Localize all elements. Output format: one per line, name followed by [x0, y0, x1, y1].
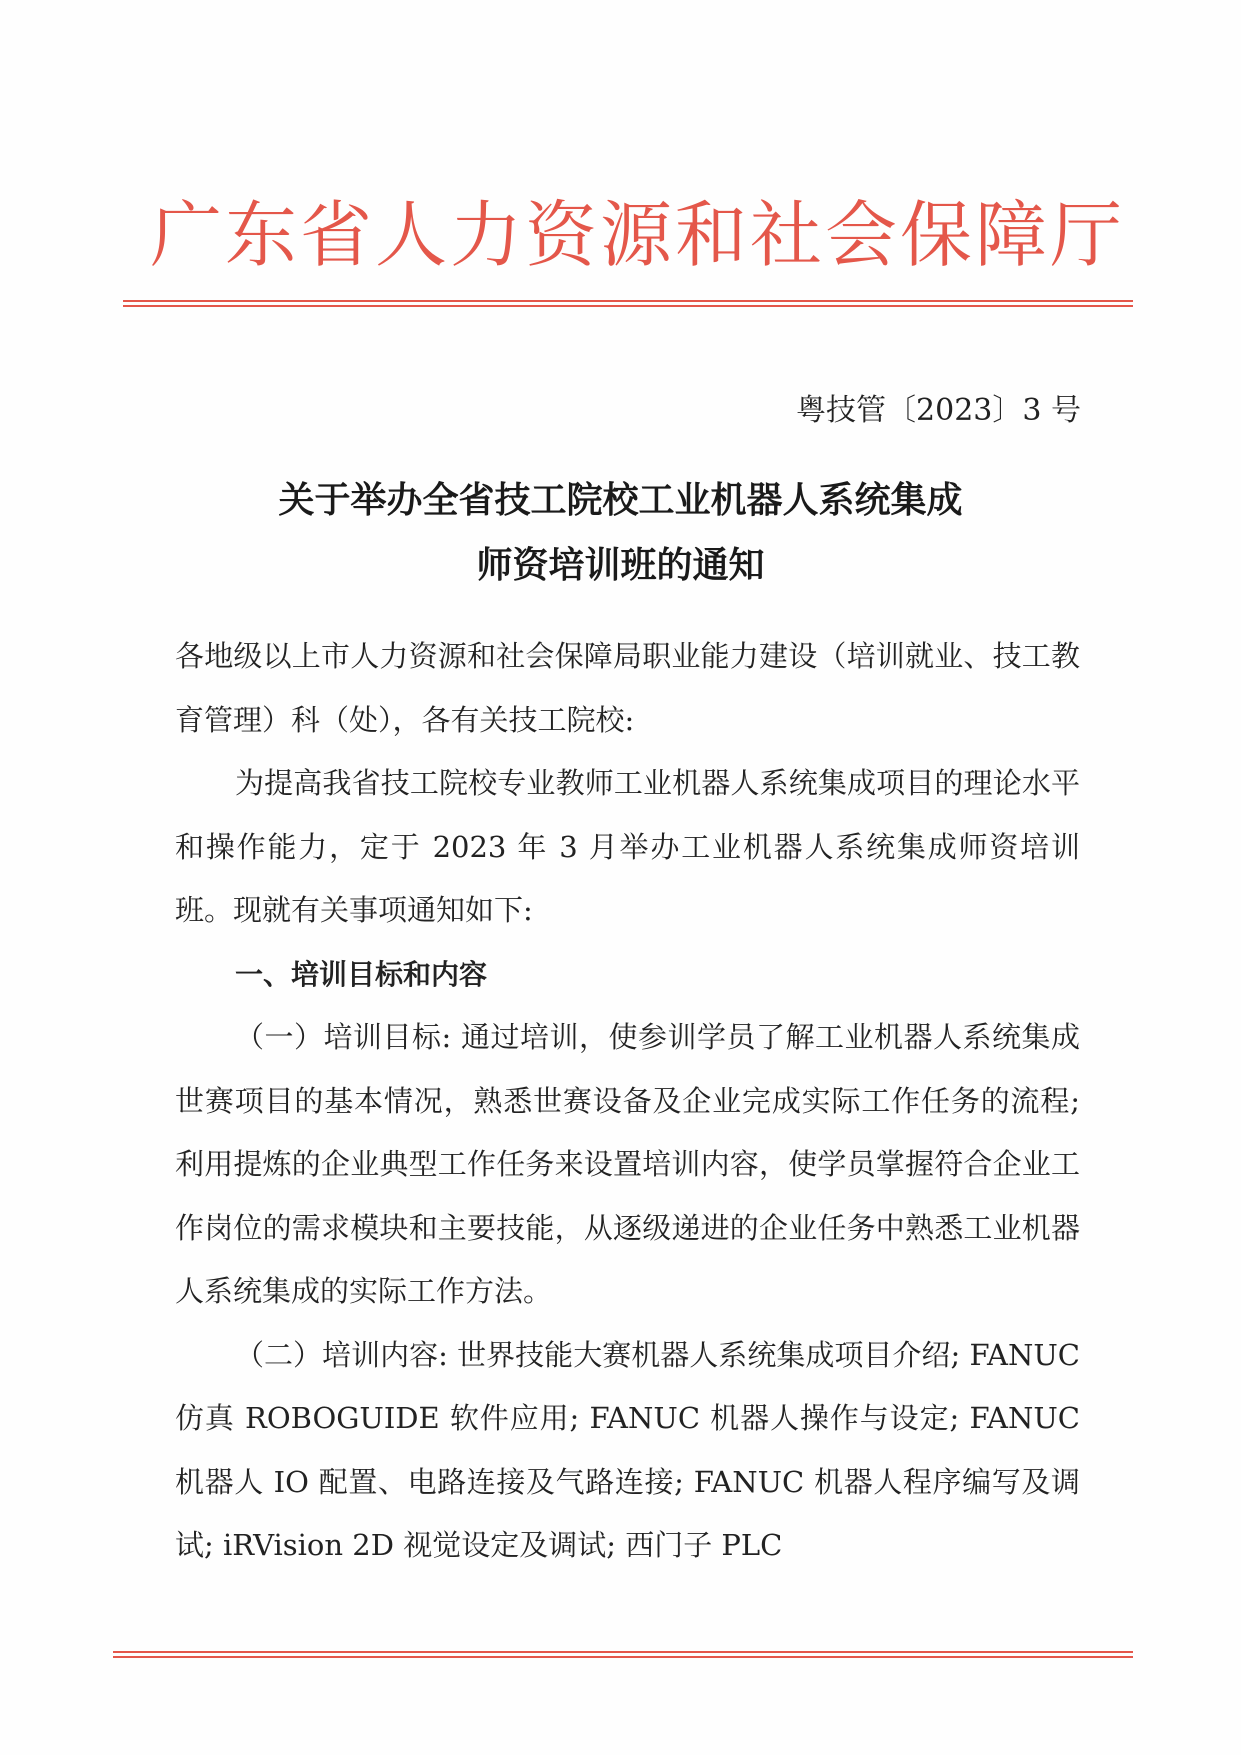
document-title [0, 468, 1241, 598]
document-number: 粤技管〔2023〕3 号 [796, 393, 1081, 428]
training-target-paragraph: （一）培训目标: 通过培训，使参训学员了解工业机器人系统集成世赛项目的基本情况，熟悉世赛设备及企业完成实际工作任务的流程; 利用提炼的企业典型工作任务来设置培训内容，使学员掌握符合企业工作岗位的需求模块和主要技能，从逐级递进的企业任务中熟悉工业机器人系统集成的实际工作方法。 [175, 1020, 1080, 1308]
document-title-line-1: 关于举办全省技工院校工业机器人系统集成 [278, 480, 963, 521]
letterhead-red-rule [123, 300, 1133, 307]
salutation: 各地级以上市人力资源和社会保障局职业能力建设（培训就业、技工教育管理）科（处），各有关技工院校: [175, 639, 1080, 737]
footer-red-rule [113, 1651, 1133, 1658]
letterhead-title: 广东省人力资源和社会保障厅 [150, 193, 1126, 277]
training-content-paragraph: （二）培训内容: 世界技能大赛机器人系统集成项目介绍; FANUC 仿真 ROBOGUIDE 软件应用; FANUC 机器人操作与设定; FANUC 机器人 IO 配置、电路连接及气路连接; FANUC 机器人程序编写及调试; iRVision 2D 视觉设定及调试; 西门子 PLC [175, 1337, 1080, 1562]
document-body [175, 625, 1080, 1578]
document-title-line-2: 师资培训班的通知 [476, 545, 765, 586]
section-heading-1: 一、培训目标和内容 [235, 957, 488, 991]
intro-paragraph: 为提高我省技工院校专业教师工业机器人系统集成项目的理论水平和操作能力，定于 2023 年 3 月举办工业机器人系统集成师资培训班。现就有关事项通知如下: [175, 766, 1080, 927]
